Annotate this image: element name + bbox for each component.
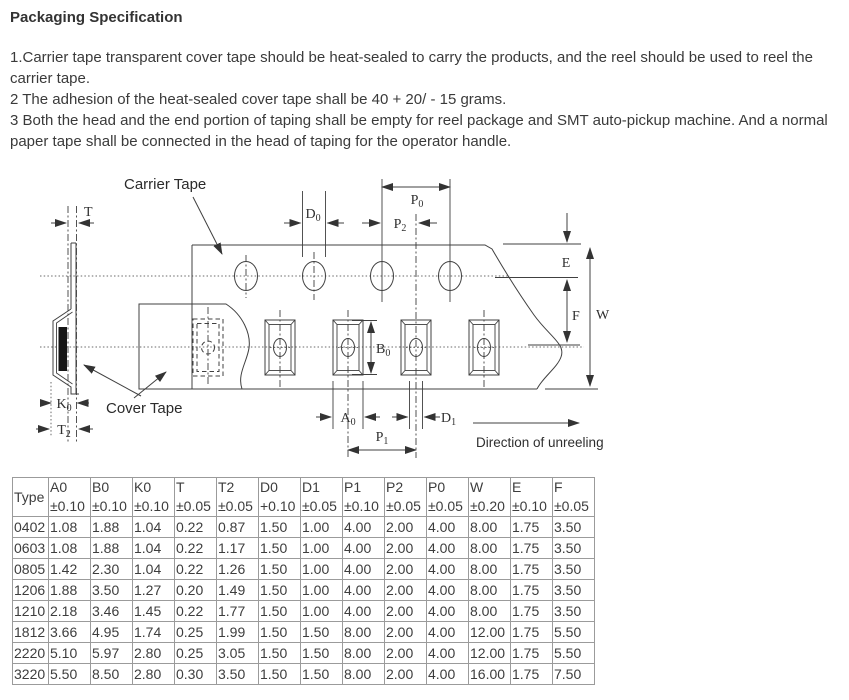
dim-label-p2: $P_2$ <box>393 217 407 234</box>
table-cell: 4.00 <box>427 580 469 601</box>
spec-text <box>10 47 848 152</box>
table-cell: 2.00 <box>385 622 427 643</box>
table-cell: 1.75 <box>511 664 553 685</box>
table-cell: 2.00 <box>385 559 427 580</box>
column-header: F ±0.05 <box>553 478 595 517</box>
table-cell: 2.00 <box>385 601 427 622</box>
table-cell: 4.95 <box>91 622 133 643</box>
table-cell: 2.18 <box>49 601 91 622</box>
carrier-tape-annotation <box>124 176 222 254</box>
table-cell: 1.50 <box>259 538 301 559</box>
table-cell: 1.42 <box>49 559 91 580</box>
table-cell: 2.80 <box>133 664 175 685</box>
table-cell: 4.00 <box>427 538 469 559</box>
table-cell: 4.00 <box>427 664 469 685</box>
dimension-p1 <box>348 430 416 450</box>
table-cell: 0.20 <box>175 580 217 601</box>
table-cell: 5.50 <box>49 664 91 685</box>
carrier-tape-label: Carrier Tape <box>124 176 207 193</box>
column-header: Type <box>13 478 49 517</box>
table-cell: 1206 <box>13 580 49 601</box>
cover-tape-annotation <box>84 365 182 417</box>
table-cell: 1.75 <box>511 601 553 622</box>
table-cell: 0.87 <box>217 517 259 538</box>
table-cell: 2.00 <box>385 664 427 685</box>
table-cell: 1.50 <box>301 643 343 664</box>
spec-paragraph-1: 1.Carrier tape transparent cover tape should be heat-sealed to carry the products, and the reel should be used to reel the carrier tape. <box>10 49 813 87</box>
table-cell: 1.00 <box>301 580 343 601</box>
table-cell: 2.30 <box>91 559 133 580</box>
column-header: A0 ±0.10 <box>49 478 91 517</box>
table-cell: 1.49 <box>217 580 259 601</box>
table-cell: 1.50 <box>259 643 301 664</box>
table-cell: 2.00 <box>385 643 427 664</box>
table-cell: 3.50 <box>553 601 595 622</box>
table-cell: 4.00 <box>343 517 385 538</box>
dim-label-k0: $K_0$ <box>56 397 72 414</box>
table-cell: 5.50 <box>553 643 595 664</box>
spec-table-head <box>13 478 595 517</box>
table-cell: 3220 <box>13 664 49 685</box>
column-header: E ±0.10 <box>511 478 553 517</box>
page-title: Packaging Specification <box>10 9 183 26</box>
table-cell: 1.75 <box>511 517 553 538</box>
table-cell: 12.00 <box>469 643 511 664</box>
hidden-pocket <box>193 307 223 386</box>
table-row <box>13 538 595 559</box>
table-cell: 1210 <box>13 601 49 622</box>
dim-label-p1: $P_1$ <box>375 430 389 447</box>
column-header: P2 ±0.05 <box>385 478 427 517</box>
table-row <box>13 622 595 643</box>
table-cell: 3.50 <box>553 517 595 538</box>
column-header: B0 ±0.10 <box>91 478 133 517</box>
table-row <box>13 517 595 538</box>
table-cell: 1.00 <box>301 601 343 622</box>
table-cell: 8.50 <box>91 664 133 685</box>
spec-table <box>12 477 595 685</box>
table-cell: 1.88 <box>91 517 133 538</box>
table-cell: 1.26 <box>217 559 259 580</box>
table-cell: 8.00 <box>469 517 511 538</box>
table-cell: 3.50 <box>217 664 259 685</box>
table-cell: 0.22 <box>175 559 217 580</box>
dim-label-b0: $B_0$ <box>376 342 391 359</box>
table-cell: 8.00 <box>469 580 511 601</box>
column-header: T ±0.05 <box>175 478 217 517</box>
table-cell: 4.00 <box>343 538 385 559</box>
table-cell: 12.00 <box>469 622 511 643</box>
table-row <box>13 664 595 685</box>
table-cell: 2220 <box>13 643 49 664</box>
dim-label-p0: $P_0$ <box>410 193 424 210</box>
table-cell: 2.00 <box>385 517 427 538</box>
table-cell: 1.17 <box>217 538 259 559</box>
table-cell: 0.25 <box>175 622 217 643</box>
table-cell: 1.50 <box>259 601 301 622</box>
dimension-d1 <box>392 381 456 429</box>
column-header: P0 ±0.05 <box>427 478 469 517</box>
table-cell: 1.50 <box>259 517 301 538</box>
table-cell: 4.00 <box>427 643 469 664</box>
dim-label-w: W <box>596 308 610 323</box>
dimension-p2 <box>362 217 437 234</box>
column-header: D0 +0.10 <box>259 478 301 517</box>
table-cell: 1.74 <box>133 622 175 643</box>
table-cell: 5.50 <box>553 622 595 643</box>
table-cell: 0402 <box>13 517 49 538</box>
table-cell: 4.00 <box>343 559 385 580</box>
carrier-tape-outline <box>192 245 562 389</box>
unreeling-direction <box>473 423 604 450</box>
table-cell: 4.00 <box>427 622 469 643</box>
table-cell: 1.00 <box>301 517 343 538</box>
dim-label-t: T <box>84 205 93 220</box>
table-cell: 5.97 <box>91 643 133 664</box>
table-row <box>13 601 595 622</box>
dim-label-e: E <box>561 256 571 271</box>
table-cell: 2.80 <box>133 643 175 664</box>
table-cell: 1.50 <box>259 664 301 685</box>
table-cell: 0.30 <box>175 664 217 685</box>
dim-label-d1: $D_1$ <box>441 411 457 428</box>
column-header: D1 ±0.05 <box>301 478 343 517</box>
table-cell: 2.00 <box>385 538 427 559</box>
table-cell: 4.00 <box>343 580 385 601</box>
table-cell: 8.00 <box>343 643 385 664</box>
table-cell: 4.00 <box>343 601 385 622</box>
table-cell: 4.00 <box>427 517 469 538</box>
component-in-pocket <box>59 327 68 371</box>
table-cell: 1.88 <box>91 538 133 559</box>
table-cell: 1.50 <box>301 664 343 685</box>
table-cell: 1.75 <box>511 580 553 601</box>
spec-paragraph-3: 3 Both the head and the end portion of taping shall be empty for reel package and SMT auto-pickup machine. And a normal paper tape shall be connected in the head of taping for the operator handle. <box>10 112 828 150</box>
column-header: P1 ±0.10 <box>343 478 385 517</box>
table-cell: 1.45 <box>133 601 175 622</box>
table-cell: 7.50 <box>553 664 595 685</box>
table-cell: 1.75 <box>511 643 553 664</box>
table-cell: 1.75 <box>511 622 553 643</box>
table-cell: 0.22 <box>175 517 217 538</box>
table-cell: 1.04 <box>133 517 175 538</box>
dim-label-a0: $A_0$ <box>340 411 356 428</box>
table-cell: 8.00 <box>469 601 511 622</box>
packaging-diagram <box>0 160 849 470</box>
table-cell: 3.50 <box>91 580 133 601</box>
table-cell: 1.27 <box>133 580 175 601</box>
table-row <box>13 643 595 664</box>
table-cell: 16.00 <box>469 664 511 685</box>
table-cell: 8.00 <box>469 538 511 559</box>
table-cell: 1.00 <box>301 538 343 559</box>
table-cell: 0.22 <box>175 601 217 622</box>
dim-label-d0: $D_0$ <box>305 207 321 224</box>
table-cell: 8.00 <box>469 559 511 580</box>
table-cell: 1.75 <box>511 538 553 559</box>
table-cell: 3.50 <box>553 559 595 580</box>
table-cell: 1.50 <box>259 580 301 601</box>
table-cell: 1.88 <box>49 580 91 601</box>
table-cell: 3.05 <box>217 643 259 664</box>
table-row <box>13 559 595 580</box>
spec-table-body <box>13 517 595 685</box>
dimension-t <box>51 205 94 223</box>
dim-label-f: F <box>572 309 580 324</box>
table-cell: 1.08 <box>49 517 91 538</box>
table-row <box>13 580 595 601</box>
table-cell: 1.00 <box>301 559 343 580</box>
table-cell: 1.50 <box>301 622 343 643</box>
table-cell: 0.25 <box>175 643 217 664</box>
table-cell: 1.08 <box>49 538 91 559</box>
table-cell: 4.00 <box>427 601 469 622</box>
column-header: K0 ±0.10 <box>133 478 175 517</box>
table-cell: 1812 <box>13 622 49 643</box>
table-cell: 1.77 <box>217 601 259 622</box>
dimension-t2 <box>36 423 93 440</box>
table-cell: 4.00 <box>427 559 469 580</box>
table-cell: 1.50 <box>259 622 301 643</box>
table-cell: 1.04 <box>133 538 175 559</box>
dimension-d0 <box>284 191 344 257</box>
table-cell: 2.00 <box>385 580 427 601</box>
table-cell: 3.66 <box>49 622 91 643</box>
table-cell: 8.00 <box>343 664 385 685</box>
table-cell: 3.46 <box>91 601 133 622</box>
cover-tape-label: Cover Tape <box>106 400 183 417</box>
column-header: W ±0.20 <box>469 478 511 517</box>
table-cell: 5.10 <box>49 643 91 664</box>
direction-label: Direction of unreeling <box>476 435 604 450</box>
table-cell: 1.75 <box>511 559 553 580</box>
table-cell: 1.50 <box>259 559 301 580</box>
table-cell: 8.00 <box>343 622 385 643</box>
spec-paragraph-2: 2 The adhesion of the heat-sealed cover tape shall be 40 + 20/ - 15 grams. <box>10 91 507 108</box>
dimension-e <box>503 213 581 271</box>
column-header: T2 ±0.05 <box>217 478 259 517</box>
dimension-k0 <box>40 397 89 414</box>
table-cell: 0603 <box>13 538 49 559</box>
dim-label-t2: $T_2$ <box>57 423 71 440</box>
table-cell: 1.99 <box>217 622 259 643</box>
table-cell: 0.22 <box>175 538 217 559</box>
dimension-f <box>495 278 580 346</box>
table-cell: 1.04 <box>133 559 175 580</box>
table-cell: 3.50 <box>553 580 595 601</box>
table-cell: 3.50 <box>553 538 595 559</box>
table-cell: 0805 <box>13 559 49 580</box>
